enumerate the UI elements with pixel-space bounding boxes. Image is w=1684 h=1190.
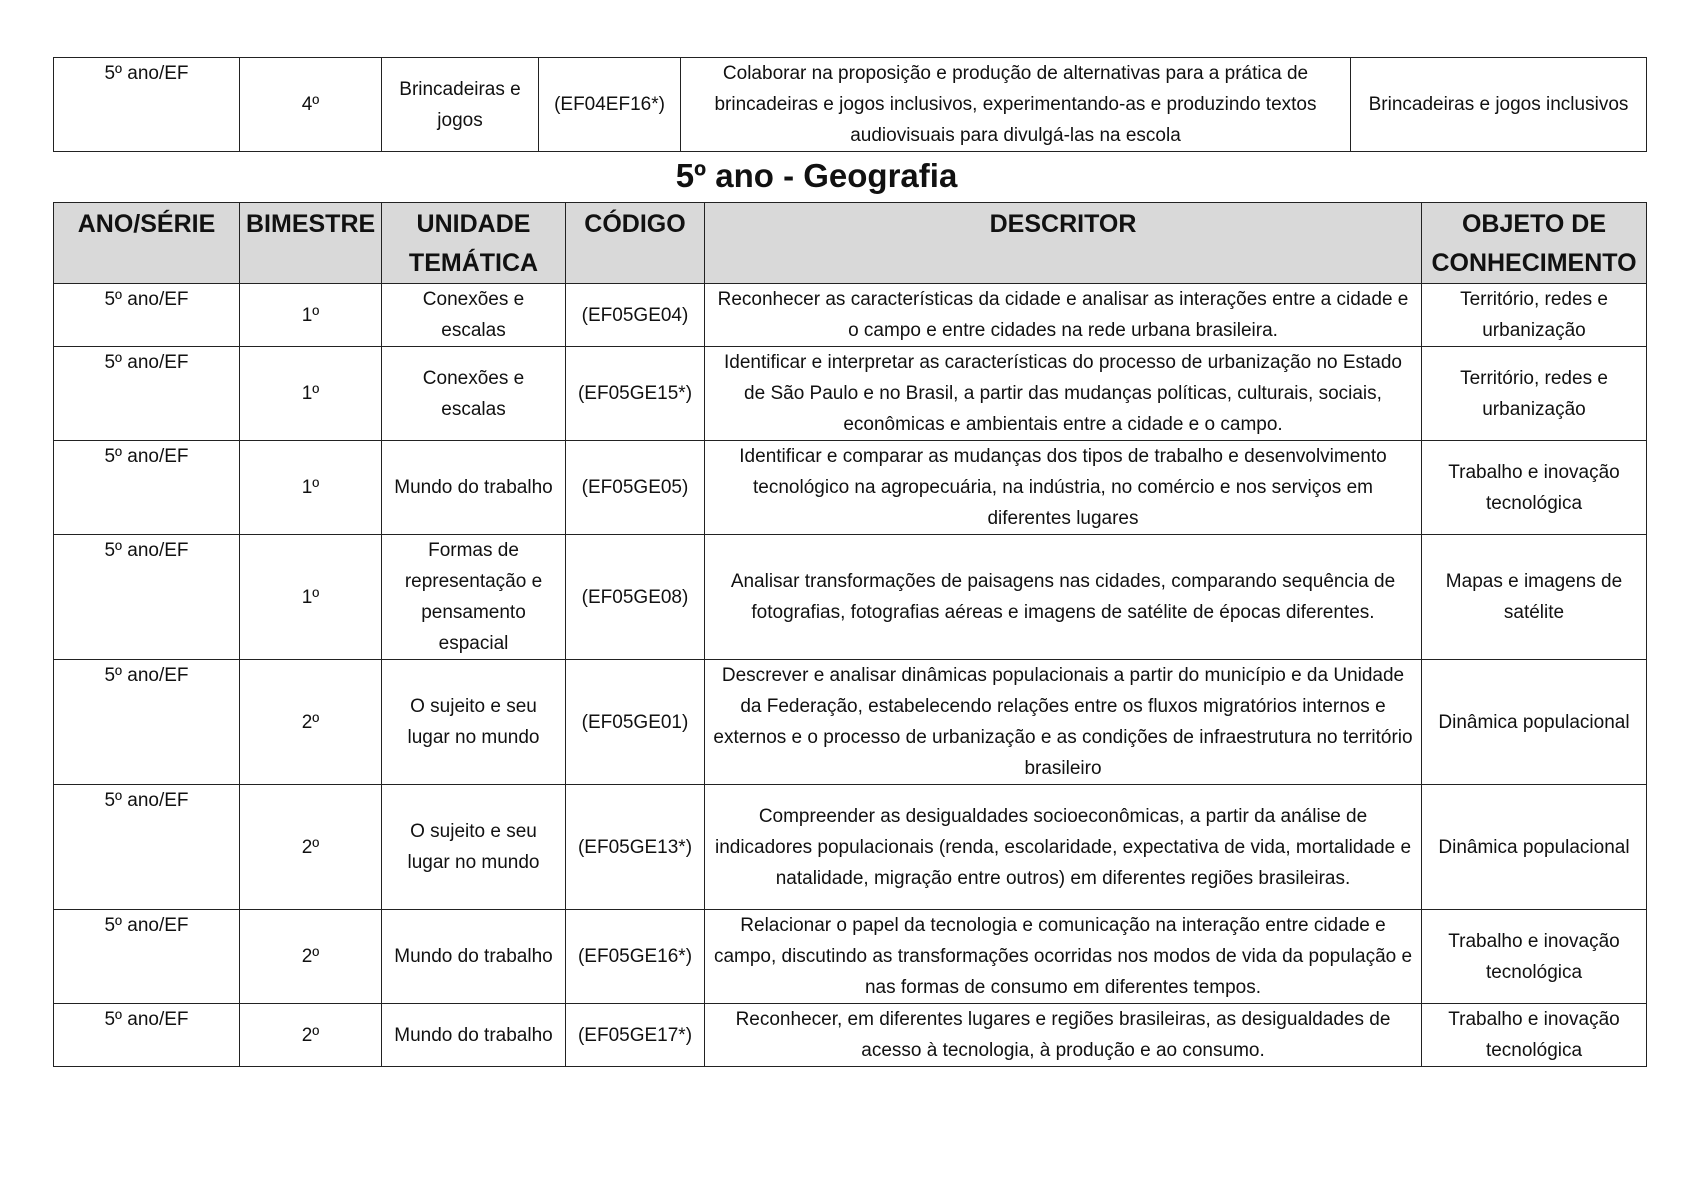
codigo-cell: (EF05GE05) [566, 441, 705, 535]
descritor-cell: Identificar e interpretar as características do processo de urbanização no Estado de São Paulo e no Brasil, a partir das mudanças políticas, culturais, sociais, econômicas e ambientais entre a cidade e o campo. [705, 347, 1422, 441]
unidade-cell: Conexões e escalas [382, 284, 566, 347]
codigo-cell: (EF04EF16*) [539, 58, 681, 152]
bimestre-cell: 2º [240, 660, 382, 785]
unidade-cell: O sujeito e seu lugar no mundo [382, 660, 566, 785]
table-row [54, 785, 1647, 910]
bimestre-cell: 2º [240, 910, 382, 1004]
objeto-cell: Trabalho e inovação tecnológica [1422, 1004, 1647, 1067]
ano-cell: 5º ano/EF [54, 1004, 240, 1067]
codigo-cell: (EF05GE13*) [566, 785, 705, 910]
descritor-cell: Colaborar na proposição e produção de alternativas para a prática de brincadeiras e jogos inclusivos, experimentando-as e produzindo textos audiovisuais para divulgá-las na escola [681, 58, 1351, 152]
ano-cell: 5º ano/EF [54, 660, 240, 785]
unidade-cell: Mundo do trabalho [382, 441, 566, 535]
codigo-cell: (EF05GE01) [566, 660, 705, 785]
ano-cell: 5º ano/EF [54, 58, 240, 152]
descritor-cell: Identificar e comparar as mudanças dos tipos de trabalho e desenvolvimento tecnológico na agropecuária, na indústria, no comércio e nos serviços em diferentes lugares [705, 441, 1422, 535]
descritor-cell: Relacionar o papel da tecnologia e comunicação na interação entre cidade e campo, discutindo as transformações ocorridas nos modos de vida da população e nas formas de consumo em diferentes tempos. [705, 910, 1422, 1004]
descritor-cell: Reconhecer, em diferentes lugares e regiões brasileiras, as desigualdades de acesso à tecnologia, à produção e ao consumo. [705, 1004, 1422, 1067]
bimestre-cell: 1º [240, 441, 382, 535]
unidade-cell: O sujeito e seu lugar no mundo [382, 785, 566, 910]
table-row [54, 660, 1647, 785]
descritor-cell: Compreender as desigualdades socioeconômicas, a partir da análise de indicadores populacionais (renda, escolaridade, expectativa de vida, mortalidade e natalidade, migração entre outros) em diferentes regiões brasileiras. [705, 785, 1422, 910]
header-row [54, 203, 1647, 284]
header-unidade: UNIDADE TEMÁTICA [382, 203, 566, 284]
objeto-cell: Trabalho e inovação tecnológica [1422, 441, 1647, 535]
table-row [54, 1004, 1647, 1067]
bimestre-cell: 1º [240, 284, 382, 347]
unidade-cell: Mundo do trabalho [382, 1004, 566, 1067]
table-row [54, 347, 1647, 441]
descritor-cell: Reconhecer as características da cidade e analisar as interações entre a cidade e o campo e entre cidades na rede urbana brasileira. [705, 284, 1422, 347]
header-objeto: OBJETO DE CONHECIMENTO [1422, 203, 1647, 284]
ano-cell: 5º ano/EF [54, 785, 240, 910]
geografia-table [53, 202, 1647, 1067]
header-ano: ANO/SÉRIE [54, 203, 240, 284]
objeto-cell: Dinâmica populacional [1422, 785, 1647, 910]
bimestre-cell: 2º [240, 785, 382, 910]
table-row [54, 58, 1647, 152]
table-row [54, 284, 1647, 347]
unidade-cell: Brincadeiras e jogos [382, 58, 539, 152]
descritor-cell: Analisar transformações de paisagens nas cidades, comparando sequência de fotografias, fotografias aéreas e imagens de satélite de épocas diferentes. [705, 535, 1422, 660]
ano-cell: 5º ano/EF [54, 347, 240, 441]
bimestre-cell: 2º [240, 1004, 382, 1067]
objeto-cell: Trabalho e inovação tecnológica [1422, 910, 1647, 1004]
bimestre-cell: 1º [240, 347, 382, 441]
table-row [54, 441, 1647, 535]
ano-cell: 5º ano/EF [54, 535, 240, 660]
descritor-cell: Descrever e analisar dinâmicas populacionais a partir do município e da Unidade da Federação, estabelecendo relações entre os fluxos migratórios internos e externos e o processo de urbanização e as condições de infraestrutura no território brasileiro [705, 660, 1422, 785]
codigo-cell: (EF05GE17*) [566, 1004, 705, 1067]
table-row [54, 535, 1647, 660]
objeto-cell: Mapas e imagens de satélite [1422, 535, 1647, 660]
previous-subject-table [53, 57, 1647, 152]
objeto-cell: Dinâmica populacional [1422, 660, 1647, 785]
header-descritor: DESCRITOR [705, 203, 1422, 284]
table-row [54, 910, 1647, 1004]
codigo-cell: (EF05GE15*) [566, 347, 705, 441]
unidade-cell: Mundo do trabalho [382, 910, 566, 1004]
ano-cell: 5º ano/EF [54, 284, 240, 347]
header-bimestre: BIMESTRE [240, 203, 382, 284]
codigo-cell: (EF05GE08) [566, 535, 705, 660]
objeto-cell: Território, redes e urbanização [1422, 284, 1647, 347]
objeto-cell: Território, redes e urbanização [1422, 347, 1647, 441]
header-codigo: CÓDIGO [566, 203, 705, 284]
ano-cell: 5º ano/EF [54, 910, 240, 1004]
section-title: 5º ano - Geografia [675, 157, 958, 194]
unidade-cell: Conexões e escalas [382, 347, 566, 441]
bimestre-cell: 1º [240, 535, 382, 660]
ano-cell: 5º ano/EF [54, 441, 240, 535]
bimestre-cell: 4º [240, 58, 382, 152]
codigo-cell: (EF05GE04) [566, 284, 705, 347]
codigo-cell: (EF05GE16*) [566, 910, 705, 1004]
objeto-cell: Brincadeiras e jogos inclusivos [1351, 58, 1647, 152]
unidade-cell: Formas de representação e pensamento espacial [382, 535, 566, 660]
